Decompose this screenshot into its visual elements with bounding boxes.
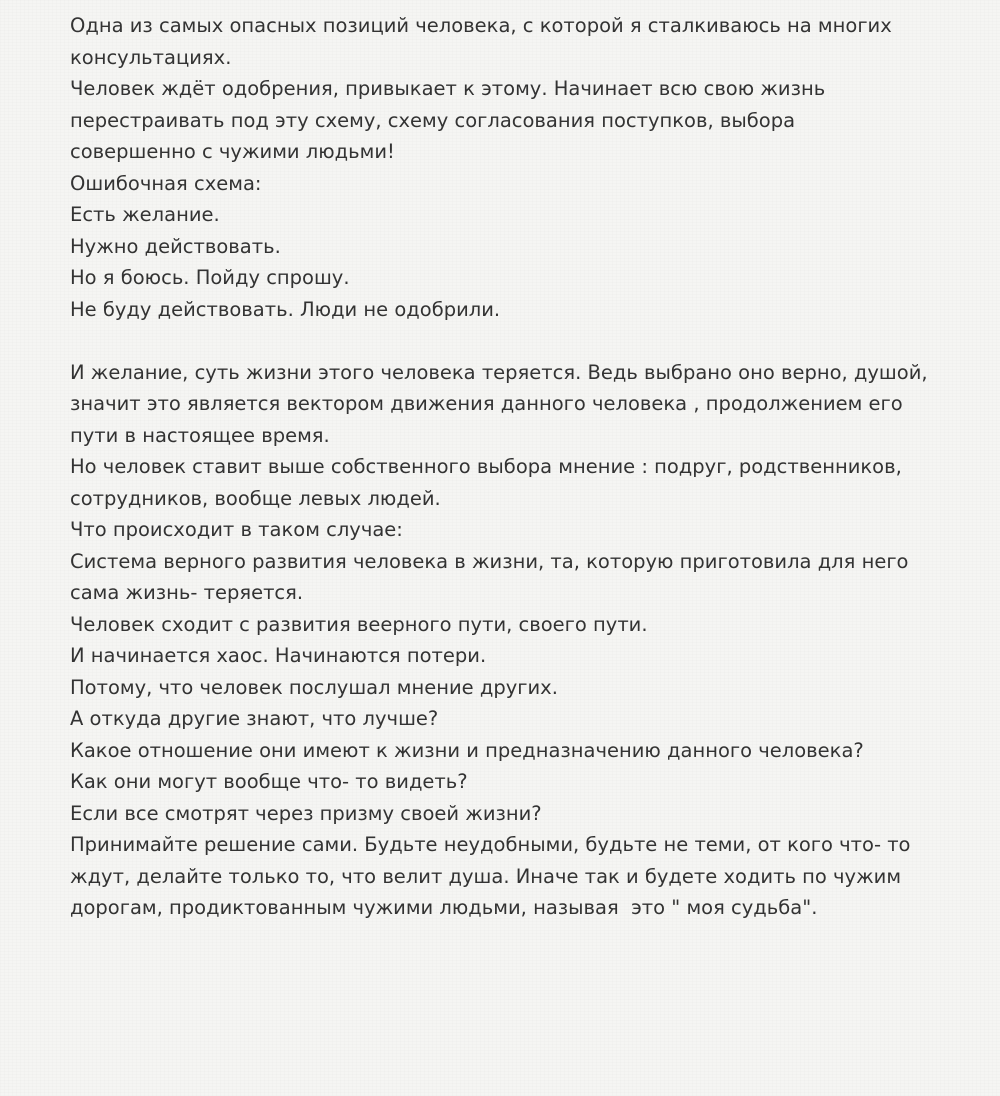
text-line: Если все смотрят через призму своей жизни?	[70, 801, 542, 825]
text-line: И начинается хаос. Начинаются потери.	[70, 644, 487, 667]
text-line: Потому, что человек послушал мнение других.	[70, 675, 558, 699]
text-line: перестраивать под эту схему, схему согласования поступков, выбора	[70, 108, 796, 132]
text-line: Нужно действовать.	[70, 234, 281, 258]
text-line: пути в настоящее время.	[70, 423, 330, 447]
text-line: Человек ждёт одобрения, привыкает к этому. Начинает всю свою жизнь	[70, 77, 826, 100]
text-line: Не буду действовать. Люди не одобрили.	[70, 297, 501, 321]
text-line: Но человек ставит выше собственного выбора мнение : подруг, родственников,	[70, 455, 902, 478]
text-line: дорогам, продиктованным чужими людьми, называя это " моя судьба".	[70, 896, 818, 919]
note-text-body	[70, 10, 970, 924]
text-line: ждут, делайте только то, что велит душа. Иначе так и будете ходить по чужим	[70, 864, 902, 888]
text-line: Есть желание.	[70, 203, 220, 226]
text-line: сама жизнь- теряется.	[70, 581, 304, 604]
text-line: сотрудников, вообще левых людей.	[70, 486, 441, 510]
text-line: Но я боюсь. Пойду спрошу.	[70, 266, 350, 289]
text-line: Что происходит в таком случае:	[70, 518, 403, 541]
text-line: Ошибочная схема:	[70, 171, 262, 195]
text-line: Система верного развития человека в жизни, та, которую приготовила для него	[70, 549, 909, 573]
text-line: Человек сходит с развития веерного пути, своего пути.	[70, 612, 648, 636]
text-line: консультациях.	[70, 45, 232, 69]
text-line: совершенно с чужими людьми!	[70, 140, 395, 163]
text-line: Какое отношение они имеют к жизни и предназначению данного человека?	[70, 738, 864, 762]
text-line: А откуда другие знают, что лучше?	[70, 707, 439, 730]
text-line: Как они могут вообще что- то видеть?	[70, 770, 468, 793]
text-line: Принимайте решение сами. Будьте неудобными, будьте не теми, от кого что- то	[70, 833, 911, 856]
text-line: И желание, суть жизни этого человека теряется. Ведь выбрано оно верно, душой,	[70, 360, 928, 384]
blank-line	[70, 325, 970, 357]
text-line: значит это является вектором движения данного человека , продолжением его	[70, 392, 903, 415]
text-line: Одна из самых опасных позиций человека, с которой я сталкиваюсь на многих	[70, 14, 892, 37]
